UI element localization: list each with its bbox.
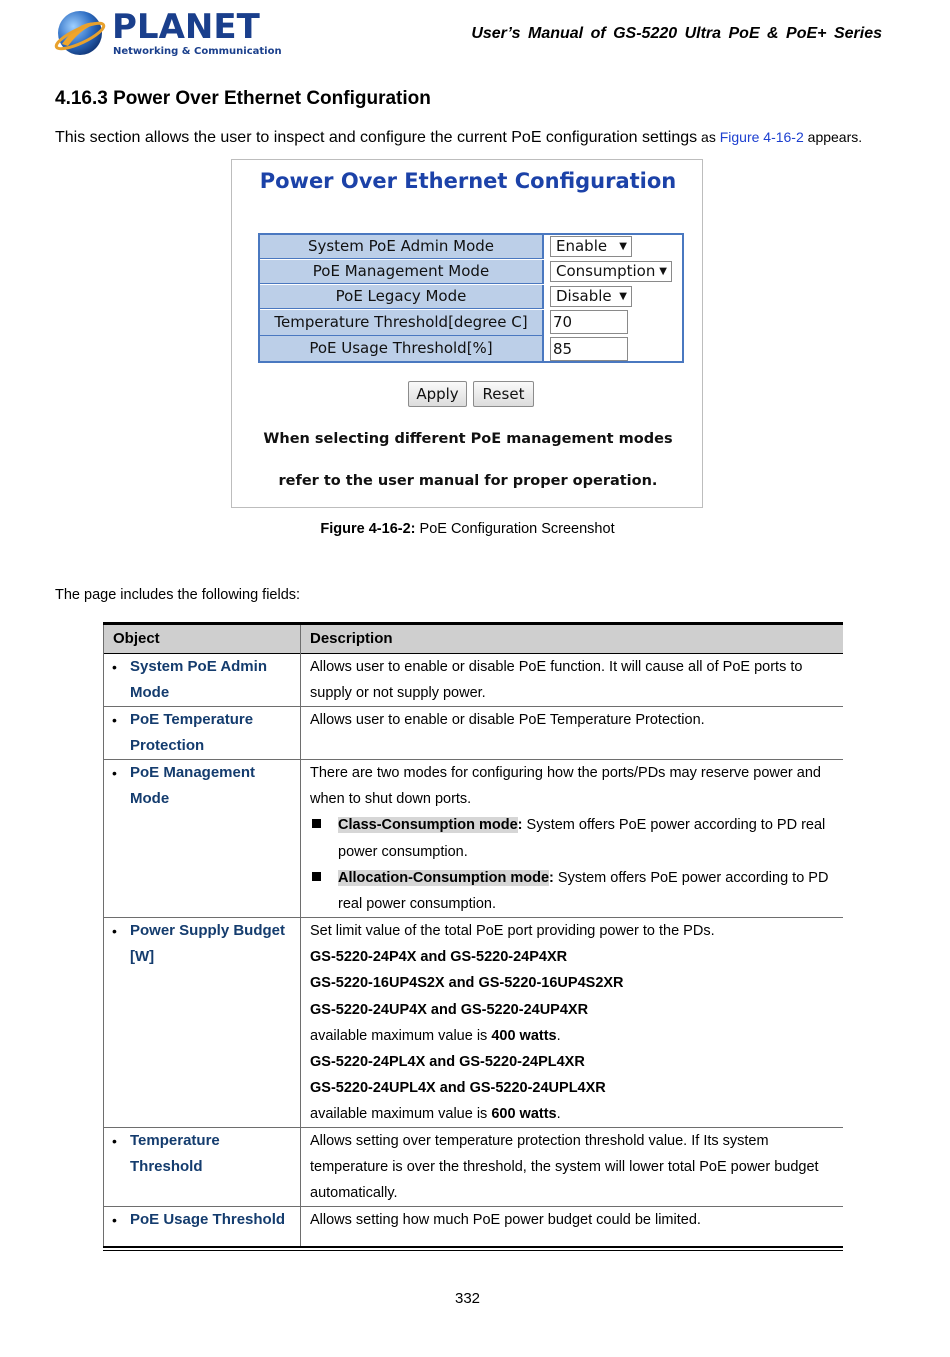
fields-intro: The page includes the following fields: [55,587,301,603]
reset-button[interactable]: Reset [473,381,534,407]
chevron-down-icon: ▼ [659,266,667,277]
header-description: Description [310,630,393,647]
warning-note-line2: refer to the user manual for proper operation. [278,473,658,489]
manual-title: User’s Manual of GS-5220 Ultra PoE & PoE+ Series [471,25,882,42]
figure-caption [0,521,935,537]
warning-note-line1: When selecting different PoE management modes [263,431,673,447]
config-row-admin-mode [260,235,682,260]
object-description: Allows user to enable or disable PoE Temperature Protection. [310,712,705,728]
intro-as: as [697,129,720,145]
page-number: 332 [454,1290,481,1307]
section-heading: 4.16.3 Power Over Ethernet Configuration [55,88,431,109]
config-label: System PoE Admin Mode [260,235,544,259]
object-name: Power Supply Budget [W] [130,922,286,965]
apply-button[interactable]: Apply [408,381,467,407]
object-description: There are two modes for configuring how the ports/PDs may reserve power and when to shut down ports. Class-Consumption mode: System offers PoE power according to PD real power consumption. Allocation-Consumption mode: System offers PoE power according to PD real power consumption. [310,760,840,917]
poe-config-screenshot [231,159,703,508]
legacy-mode-select[interactable]: Disable ▼ [550,286,632,307]
caption-label: Figure 4-16-2: [320,521,416,537]
object-description: Allows setting how much PoE power budget could be limited. [310,1212,701,1228]
management-mode-select[interactable]: Consumption ▼ [550,261,672,282]
config-label: PoE Management Mode [260,260,544,284]
chevron-down-icon: ▼ [619,291,627,302]
intro-text: This section allows the user to inspect and configure the current PoE configuration settings [55,129,698,146]
list-item: Class-Consumption mode: System offers PoE power according to PD real [310,812,840,838]
object-description: Set limit value of the total PoE port providing power to the PDs. GS-5220-24P4X and GS-5220-24P4XR GS-5220-16UP4S2X and GS-5220-16UP4S2XR GS-5220-24UP4X and GS-5220-24UP4XR available maximum value is 400 watts. GS-5220-24PL4X and GS-5220-24PL4XR GS-5220-24UPL4X and GS-5220-24UPL4XR available maximum value is 600 watts. [310,923,715,1123]
intro-end: appears. [803,129,863,145]
config-label: PoE Legacy Mode [260,285,544,309]
config-table [258,233,684,363]
list-item: Allocation-Consumption mode: System offers PoE power according to PD [310,865,840,891]
config-row-usage-threshold [260,336,682,361]
object-name: Temperature Threshold [130,1132,220,1175]
object-description: Allows setting over temperature protection threshold value. If Its system temperature is over the threshold, the system will lower total PoE power budget automatically. [310,1133,819,1202]
temperature-threshold-input[interactable]: 70 [550,310,628,334]
object-name: PoE Usage Threshold [130,1211,286,1228]
header-object: Object [113,630,160,647]
config-label: Temperature Threshold[degree C] [260,310,544,336]
usage-threshold-input[interactable]: 85 [550,337,628,361]
planet-logo [56,6,282,58]
figure-link[interactable]: Figure 4-16-2 [719,129,804,145]
chevron-down-icon: ▼ [619,241,627,252]
svg-text:PLANET: PLANET [112,7,260,47]
config-row-temperature-threshold [260,310,682,335]
config-label: PoE Usage Threshold[%] [260,336,544,361]
config-row-legacy-mode [260,285,682,310]
object-name: System PoE Admin Mode [130,658,267,701]
caption-text: PoE Configuration Screenshot [415,521,615,537]
object-name: PoE Management Mode [130,764,256,807]
intro-paragraph [55,129,862,147]
svg-text:Networking & Communication: Networking & Communication [113,46,282,57]
table-header [103,625,843,654]
object-name: PoE Temperature Protection [130,711,254,754]
config-row-management-mode [260,260,682,285]
screenshot-title: Power Over Ethernet Configuration [259,169,677,193]
object-description: Allows user to enable or disable PoE function. It will cause all of PoE ports to supply or not supply power. [310,659,803,702]
admin-mode-select[interactable]: Enable ▼ [550,236,632,257]
